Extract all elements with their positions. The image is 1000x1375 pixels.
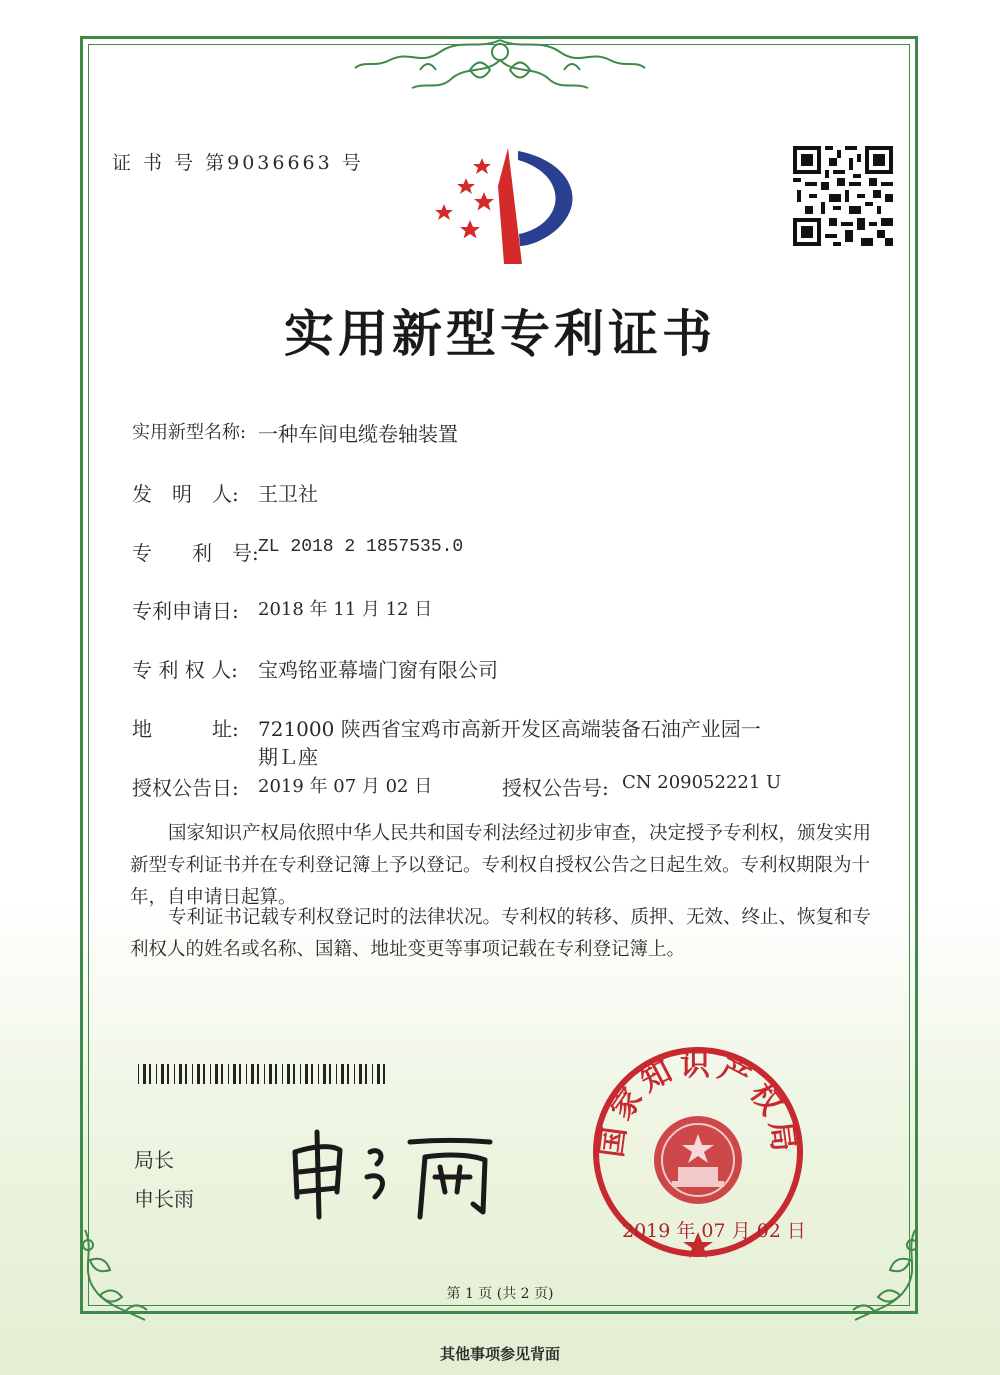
para1-line-3: 年，自申请日起算。 xyxy=(130,887,297,908)
qr-code-icon xyxy=(793,146,893,246)
patent-number-value: ZL 2018 2 1857535.0 xyxy=(258,537,464,557)
top-ornament-icon xyxy=(350,30,650,102)
name-value: 一种车间电缆卷轴装置 xyxy=(258,422,458,446)
signature-icon xyxy=(285,1122,515,1222)
patentee-label: 专 利 权 人: xyxy=(132,658,238,682)
grant-number-label: 授权公告号: xyxy=(502,776,609,800)
address-line-1: 721000 陕西省宝鸡市高新开发区高端装备石油产业园一 xyxy=(258,717,761,741)
commissioner-title: 局长 xyxy=(134,1148,174,1172)
filing-date-value: 2018 年 11 月 12 日 xyxy=(258,599,433,620)
bottom-right-ornament-icon xyxy=(820,1220,930,1330)
grant-number-value: CN 209052221 U xyxy=(622,772,782,793)
footer-note: 其他事项参见背面 xyxy=(439,1345,560,1363)
filing-date-label: 专利申请日: xyxy=(132,599,239,623)
bottom-left-ornament-icon xyxy=(70,1220,180,1330)
para2-line-2: 利权人的姓名或名称、国籍、地址变更等事项记载在专利登记簿上。 xyxy=(130,939,686,960)
certificate-number: 证 书 号 第9036663 号 xyxy=(112,152,364,174)
patent-office-logo-icon xyxy=(430,146,585,266)
address-label: 地 址: xyxy=(132,717,239,741)
para2-line-1: 专利证书记载专利权登记时的法律状况。专利权的转移、质押、无效、终止、恢复和专 xyxy=(168,907,872,928)
seal-text: 国家知识产权局 xyxy=(594,1048,802,1160)
patent-number-label: 专 利 号: xyxy=(132,541,259,565)
patentee-value: 宝鸡铭亚幕墙门窗有限公司 xyxy=(258,658,498,682)
certificate-title: 实用新型专利证书 xyxy=(284,304,716,363)
body-paragraph-1 xyxy=(130,818,875,914)
grant-date-value: 2019 年 07 月 02 日 xyxy=(258,776,433,797)
para1-line-2: 新型专利证书并在专利登记簿上予以登记。专利权自授权公告之日起生效。专利权期限为十 xyxy=(130,855,871,876)
inventor-label: 发 明 人: xyxy=(132,482,239,506)
para1-line-1: 国家知识产权局依照中华人民共和国专利法经过初步审查，决定授予专利权，颁发实用 xyxy=(168,823,872,844)
commissioner-name: 申长雨 xyxy=(134,1187,194,1211)
inventor-value: 王卫社 xyxy=(258,482,318,506)
page-indicator: 第 1 页 (共 2 页) xyxy=(446,1286,554,1302)
seal-date: 2019 年 07 月 02 日 xyxy=(622,1220,806,1242)
body-paragraph-2 xyxy=(130,902,875,966)
grant-date-label: 授权公告日: xyxy=(132,776,239,800)
name-label: 实用新型名称: xyxy=(132,422,247,443)
address-line-2: 期Ｌ座 xyxy=(258,745,318,769)
barcode-icon xyxy=(138,1064,388,1084)
